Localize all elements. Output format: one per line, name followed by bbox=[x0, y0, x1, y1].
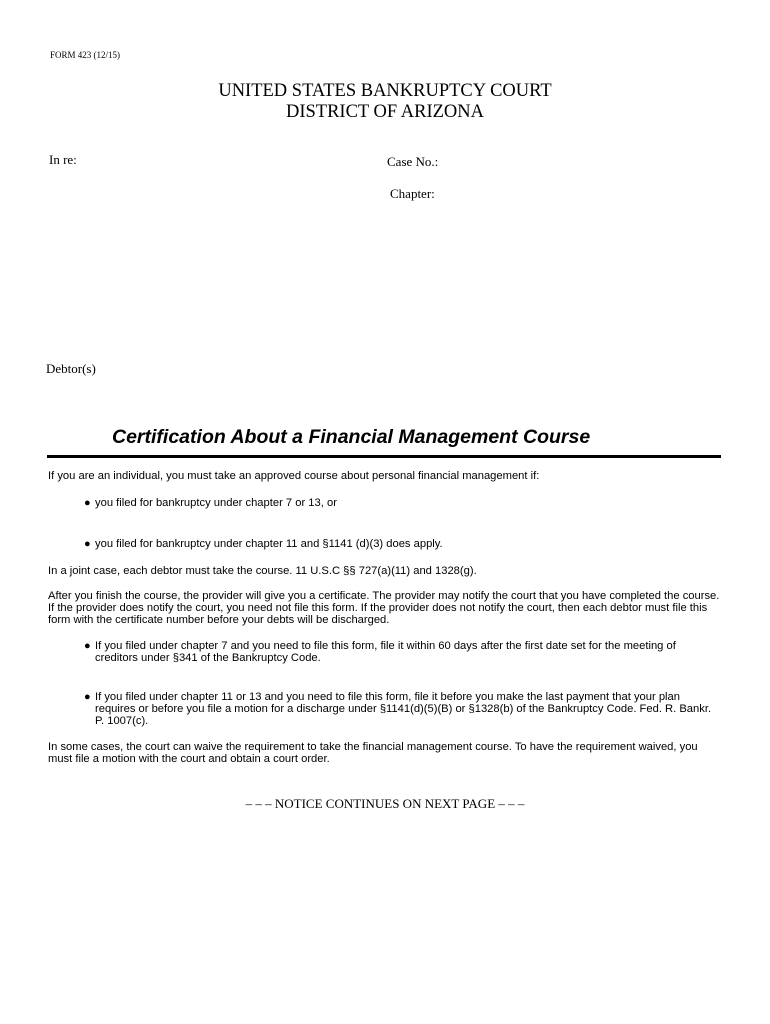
bullet-chapter-7-deadline bbox=[84, 640, 720, 664]
joint-case-paragraph: In a joint case, each debtor must take the course. 11 U.S.C §§ 727(a)(11) and 1328(g). bbox=[48, 565, 477, 577]
case-number-label: Case No.: bbox=[387, 154, 439, 169]
court-district: DISTRICT OF ARIZONA bbox=[285, 102, 485, 122]
bullet-dot-icon: ● bbox=[84, 538, 91, 550]
bullet-text: you filed for bankruptcy under chapter 7 or 13, or bbox=[95, 497, 337, 509]
bullet-dot-icon: ● bbox=[84, 497, 91, 509]
court-heading bbox=[0, 81, 770, 123]
bullet-chapter-11 bbox=[84, 538, 715, 550]
court-name: UNITED STATES BANKRUPTCY COURT bbox=[218, 81, 552, 101]
certification-title: Certification About a Financial Management Course bbox=[112, 426, 591, 448]
waiver-paragraph: In some cases, the court can waive the requirement to take the financial management course. To have the requirement waived, you must file a motion with the court and obtain a court order. bbox=[48, 741, 698, 765]
bullet-dot-icon: ● bbox=[84, 691, 91, 703]
bullet-chapter-11-13-deadline bbox=[84, 691, 720, 727]
chapter-label: Chapter: bbox=[390, 186, 435, 201]
bullet-dot-icon: ● bbox=[84, 640, 91, 652]
bullet-chapter-7-13 bbox=[84, 497, 715, 509]
bullet-text: If you filed under chapter 11 or 13 and you need to file this form, file it before you make the last payment that your plan requires or before you file a motion for a discharge under §1141(d)(5)(B) or §1328(b) of the Bankruptcy Code. Fed. R. Bankr. P. 1007(c). bbox=[95, 691, 712, 727]
in-re-label: In re: bbox=[49, 152, 77, 167]
form-number: FORM 423 (12/15) bbox=[50, 50, 121, 60]
bullet-text: If you filed under chapter 7 and you need to file this form, file it within 60 days after the first date set for the meeting of creditors under §341 of the Bankruptcy Code. bbox=[95, 640, 676, 664]
intro-paragraph: If you are an individual, you must take an approved course about personal financial management if: bbox=[48, 470, 540, 482]
title-divider bbox=[47, 455, 721, 458]
bullet-text: you filed for bankruptcy under chapter 11 and §1141 (d)(3) does apply. bbox=[95, 538, 443, 550]
continued-notice: – – – NOTICE CONTINUES ON NEXT PAGE – – – bbox=[245, 796, 525, 811]
after-course-paragraph: After you finish the course, the provider will give you a certificate. The provider may notify the court that you have completed the course. If the provider does notify the court, you need not file this form. If the provider does not notify the court, then each debtor must file this form with the certificate number before your debts will be discharged. bbox=[48, 590, 720, 626]
debtors-label: Debtor(s) bbox=[46, 361, 96, 376]
